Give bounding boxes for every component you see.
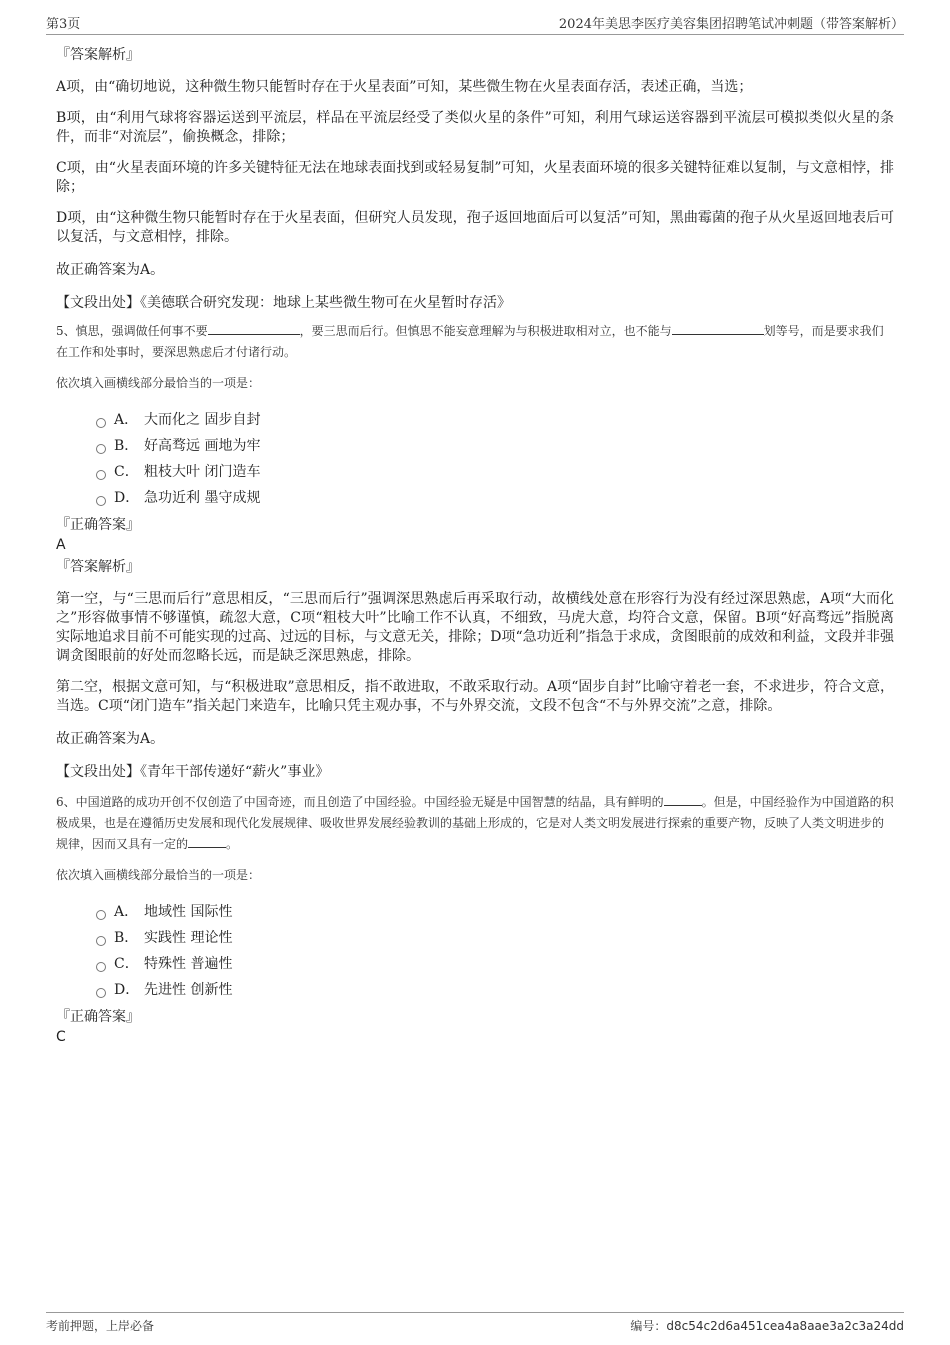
q4-analysis-label: 『答案解析』 (56, 47, 140, 63)
page-number: 第3页 (46, 17, 81, 32)
q4-analysis-d: D项，由“这种微生物只能暂时存在于火星表面，但研究人员发现，孢子返回地面后可以复活”可知，黑曲霉菌的孢子从火星返回地表后可以复活，与文意相悖，排除。 (56, 210, 894, 245)
radio-icon[interactable] (96, 444, 106, 454)
footer-code: 编号：d8c54c2d6a451cea4a8aae3a2c3a24dd (630, 1319, 904, 1333)
q6-option-a[interactable]: A． 地域性 国际性 (96, 898, 894, 924)
q4-analysis-a: A项，由“确切地说，这种微生物只能暂时存在于火星表面”可知，某些微生物在火星表面存活，表述正确，当选； (56, 79, 753, 95)
q5-analysis-label: 『答案解析』 (56, 559, 140, 575)
q5-source: 【文段出处】《青年干部传递好“薪火”事业》 (56, 764, 330, 780)
q5-option-c[interactable]: C． 粗枝大叶 闭门造车 (96, 458, 894, 484)
blank-line (664, 793, 702, 806)
q5-prompt: 依次填入画横线部分最恰当的一项是： (56, 376, 261, 390)
q6-prompt: 依次填入画横线部分最恰当的一项是： (56, 868, 261, 882)
page-content (56, 44, 894, 1046)
q4-source: 【文段出处】《美德联合研究发现：地球上某些微生物可在火星暂时存活》 (56, 295, 511, 311)
radio-icon[interactable] (96, 496, 106, 506)
q5-option-a[interactable]: A． 大而化之 固步自封 (96, 406, 894, 432)
blank-line (188, 835, 226, 848)
radio-icon[interactable] (96, 418, 106, 428)
q5-analysis-p1: 第一空，与“三思而后行”意思相反，“三思而后行”强调深思熟虑后再采取行动，故横线处意在形容行为没有经过深思熟虑，A项“大而化之”形容做事情不够谨慎，疏忽大意，C项“粗枝大叶”比喻工作不认真，不细致，马虎大意，均符合文意，保留。B项“好高骛远”指脱离实际地追求目前不可能实现的过高、过远的目标，与文意无关，排除；D项“急功近利”指急于求成，贪图眼前的成效和利益，文段并非强调贪图眼前的好处而忽略长远，而是缺乏深思熟虑，排除。 (56, 591, 894, 664)
q6-answer-label: 『正确答案』 (56, 1009, 140, 1025)
q5-analysis-p2: 第二空，根据文意可知，与“积极进取”意思相反，指不敢进取，不敢采取行动。A项“固步自封”比喻守着老一套，不求进步，符合文意，当选。C项“闭门造车”指关起门来造车，比喻只凭主观办事，不与外界交流，文段不包含“不与外界交流”之意，排除。 (56, 679, 894, 714)
q6-option-b[interactable]: B． 实践性 理论性 (96, 924, 894, 950)
q6-options (56, 898, 894, 1002)
radio-icon[interactable] (96, 988, 106, 998)
q5-option-d[interactable]: D． 急功近利 墨守成规 (96, 484, 894, 510)
q5-option-b[interactable]: B． 好高骛远 画地为牢 (96, 432, 894, 458)
q6-option-c[interactable]: C． 特殊性 普遍性 (96, 950, 894, 976)
q5-answer: A (56, 537, 66, 553)
q4-conclusion: 故正确答案为A。 (56, 262, 165, 278)
q6-stem: 6、中国道路的成功开创不仅创造了中国奇迹，而且创造了中国经验。中国经验无疑是中国智慧的结晶，具有鲜明的 。但是，中国经验作为中国道路的积极成果，也是在遵循历史发展和现代化发展规律、吸收世界发展经验教训的基础上形成的，它是对人类文明发展进行探索的重要产物，反映了人类文明进步的规律，因而又具有一定的 。 (56, 795, 894, 851)
q6-option-d[interactable]: D． 先进性 创新性 (96, 976, 894, 1002)
page-header (46, 14, 904, 35)
document-title: 2024年美思李医疗美容集团招聘笔试冲刺题（带答案解析） (558, 17, 904, 32)
radio-icon[interactable] (96, 470, 106, 480)
radio-icon[interactable] (96, 936, 106, 946)
q4-analysis-b: B项，由“利用气球将容器运送到平流层，样品在平流层经受了类似火星的条件”可知，利用气球运送容器到平流层可模拟类似火星的条件，而非“对流层”，偷换概念，排除； (56, 110, 894, 145)
q6-answer: C (56, 1029, 66, 1045)
page-footer (46, 1312, 904, 1334)
q5-conclusion: 故正确答案为A。 (56, 731, 165, 747)
q5-stem: 5、慎思，强调做任何事不要 ，要三思而后行。但慎思不能妄意理解为与积极进取相对立，也不能与 划等号，而是要求我们在工作和处事时，要深思熟虑后才付诸行动。 (56, 324, 884, 359)
q5-options (56, 406, 894, 510)
blank-line (208, 322, 300, 335)
footer-slogan: 考前押题，上岸必备 (46, 1319, 155, 1333)
blank-line (672, 322, 764, 335)
radio-icon[interactable] (96, 962, 106, 972)
q5-answer-label: 『正确答案』 (56, 517, 140, 533)
radio-icon[interactable] (96, 910, 106, 920)
q4-analysis-c: C项，由“火星表面环境的许多关键特征无法在地球表面找到或轻易复制”可知，火星表面环境的很多关键特征难以复制，与文意相悖，排除； (56, 160, 894, 195)
